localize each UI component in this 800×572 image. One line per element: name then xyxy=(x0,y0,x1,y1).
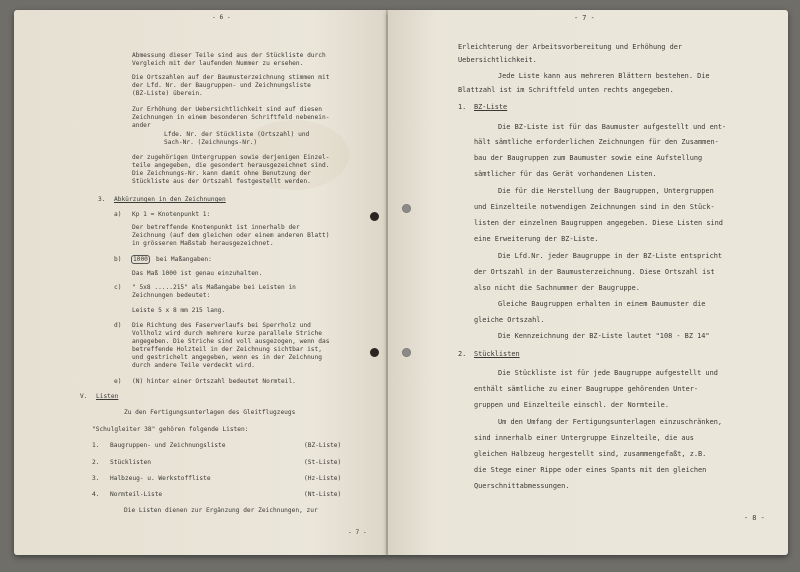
item-d-line-6: durch andere Teile verdeckt wird. xyxy=(132,362,255,369)
item-a-line-3: in grösseren Maßstab herausgezeichnet. xyxy=(132,240,274,247)
left-para4-line-4: Stückliste aus der Ortszahl festgestellt werden. xyxy=(132,178,311,185)
right-s1-p1-line-2: hält sämtliche erforderlichen Zeichnungen für den Zusammen- xyxy=(474,138,719,146)
left-para2-line-2: der Lfd. Nr. der Baugruppen- und Zeichnungsliste xyxy=(132,82,311,89)
item-a-label: a) xyxy=(114,211,122,218)
right-intro-line-2: Uebersichtlichkeit. xyxy=(458,56,537,64)
left-para4-line-2: teile angegeben, die gesondert herausgezeichnet sind. xyxy=(132,162,330,169)
right-s2-p2-line-2: sind innerhalb einer Untergruppe Einzelteile, die aus xyxy=(474,434,694,442)
item-e-label: e) xyxy=(114,378,122,385)
list-1-number: 1. xyxy=(92,442,100,449)
list-1-abbr: (BZ-Liste) xyxy=(304,442,342,449)
item-c-text: Leiste 5 x 8 mm 215 lang. xyxy=(132,307,226,314)
right-s2-p2-line-5: Querschnittabmessungen. xyxy=(474,482,570,490)
right-s1-title: BZ-Liste xyxy=(474,103,508,111)
left-para2-line-3: (BZ-Liste) überein. xyxy=(132,90,203,97)
right-s2-p2-line-3: gleichen Halbzeug hergestellt sind, zusammengefaßt, z.B. xyxy=(474,450,707,458)
right-page-footer: - 8 - xyxy=(744,514,765,522)
right-s1-number: 1. xyxy=(458,103,467,111)
section-5-number: V. xyxy=(80,393,88,400)
item-d-line-2: Vollholz wird durch mehrere kurze parallele Striche xyxy=(132,330,322,337)
left-para3-list-1: Lfde. Nr. der Stückliste (Ortszahl) und xyxy=(164,131,310,138)
listen-closing: Die Listen dienen zur Ergänzung der Zeichnungen, zur xyxy=(124,507,318,514)
item-a-title: Kp 1 = Knotenpunkt 1: xyxy=(132,211,211,218)
list-3-abbr: (Hz-Liste) xyxy=(304,475,342,482)
right-page-header: - 7 - xyxy=(574,14,595,22)
right-s1-p1-line-3: bau der Baugruppen zum Baumuster sowie eine Aufstellung xyxy=(474,154,703,162)
item-a-line-2: Zeichnung (auf dem gleichen oder einem anderen Blatt) xyxy=(132,232,330,239)
left-intro-line-2: Vergleich mit der laufenden Nummer zu ersehen. xyxy=(132,60,304,67)
section-3-title: Abkürzungen in den Zeichnungen xyxy=(114,196,226,203)
item-e-text: (N) hinter einer Ortszahl bedeutet Normteil. xyxy=(132,378,296,385)
right-s2-title: Stücklisten xyxy=(474,350,520,358)
right-s1-p3-line-3: also nicht die Sachnummer der Baugruppe. xyxy=(474,284,640,292)
right-para2-line-1: Jede Liste kann aus mehreren Blättern bestehen. Die xyxy=(498,72,710,80)
list-2-name: Stücklisten xyxy=(110,459,151,466)
right-s2-p1-line-1: Die Stückliste ist für jede Baugruppe aufgestellt und xyxy=(498,369,718,377)
right-s1-p1-line-4: sämtlicher für das Gerät vorhandenen Listen. xyxy=(474,170,657,178)
punch-hole-lower xyxy=(370,348,379,357)
list-4-number: 4. xyxy=(92,491,100,498)
left-para2-line-1: Die Ortszahlen auf der Baumusterzeichnung stimmen mit xyxy=(132,74,330,81)
item-d-line-1: Die Richtung des Faserverlaufs bei Sperrholz und xyxy=(132,322,311,329)
item-c-title: " 5x8 .....215" als Maßangabe bei Leisten in xyxy=(132,284,296,291)
right-page xyxy=(388,10,788,555)
right-s2-number: 2. xyxy=(458,350,467,358)
section-3-number: 3. xyxy=(98,196,106,203)
right-s2-p1-line-3: gruppen und Einzelteile einschl. der Normteile. xyxy=(474,401,669,409)
list-2-abbr: (St-Liste) xyxy=(304,459,342,466)
punch-hole-upper xyxy=(370,212,379,221)
right-para2-line-2: Blattzahl ist im Schriftfeld unten rechts angegeben. xyxy=(458,86,674,94)
list-1-name: Baugruppen- und Zeichnungsliste xyxy=(110,442,226,449)
right-s1-p5: Die Kennzeichnung der BZ-Liste lautet "108 - BZ 14" xyxy=(498,332,710,340)
left-para3-line-1: Zur Erhöhung der Uebersichtlichkeit sind auf diesen xyxy=(132,106,322,113)
left-para3-line-2: Zeichnungen in einem besonderen Schriftfeld nebenein- xyxy=(132,114,330,121)
section-5-title: Listen xyxy=(96,393,119,400)
listen-intro-line-1: Zu den Fertigungsunterlagen des Gleitflugzeugs xyxy=(124,409,296,416)
list-3-name: Halbzeug- u. Werkstoffliste xyxy=(110,475,211,482)
left-para4-line-1: der zugehörigen Untergruppen sowie derjenigen Einzel- xyxy=(132,154,330,161)
item-d-label: d) xyxy=(114,322,122,329)
right-s1-p2-line-2: und Einzelteile notwendigen Zeichnungen sind in den Stück- xyxy=(474,203,715,211)
right-s1-p4-line-2: gleiche Ortszahl. xyxy=(474,316,545,324)
item-d-line-4: betreffende Holzteil in der Zeichnung sichtbar ist, xyxy=(132,346,322,353)
list-4-abbr: (Nt-Liste) xyxy=(304,491,342,498)
right-s1-p3-line-2: der Ortszahl in der Baumusterzeichnung. Diese Ortszahl ist xyxy=(474,268,715,276)
right-s1-p1-line-1: Die BZ-Liste ist für das Baumuster aufgestellt und ent- xyxy=(498,123,727,131)
list-2-number: 2. xyxy=(92,459,100,466)
right-s2-p2-line-4: die Stege einer Rippe oder eines Spants mit den gleichen xyxy=(474,466,707,474)
item-d-line-5: und gestrichelt angegeben, wenn es in der Zeichnung xyxy=(132,354,322,361)
left-para3-list-2: Sach-Nr. (Zeichnungs-Nr.) xyxy=(164,139,258,146)
item-c-title-2: Zeichnungen bedeutet: xyxy=(132,292,211,299)
right-s1-p2-line-1: Die für die Herstellung der Baugruppen, Untergruppen xyxy=(498,187,714,195)
right-s2-p2-line-1: Um den Umfang der Fertigungsunterlagen einzuschränken, xyxy=(498,418,723,426)
item-b-label: b) xyxy=(114,256,122,263)
right-intro-line-1: Erleichterung der Arbeitsvorbereitung und Erhöhung der xyxy=(458,43,683,51)
left-para4-line-3: Die Zeichnungs-Nr. kann damit ohne Benutzung der xyxy=(132,170,311,177)
item-b-title: bei Maßangaben: xyxy=(156,256,212,263)
left-para3-line-3: ander xyxy=(132,122,151,129)
item-c-label: c) xyxy=(114,284,122,291)
item-a-line-1: Der betreffende Knotenpunkt ist innerhalb der xyxy=(132,224,300,231)
punch-hole-upper-right xyxy=(402,204,411,213)
item-b-boxed-value: 1000 xyxy=(133,256,148,263)
left-page-footer: - 7 - xyxy=(348,529,367,536)
left-page xyxy=(14,10,388,555)
item-d-line-3: angegeben. Die Striche sind voll ausgezogen, wenn das xyxy=(132,338,330,345)
listen-intro-line-2: "Schulgleiter 38" gehören folgende Listen: xyxy=(92,426,249,433)
list-3-number: 3. xyxy=(92,475,100,482)
right-s1-p2-line-4: eine Erweiterung der BZ-Liste. xyxy=(474,235,599,243)
punch-hole-lower-right xyxy=(402,348,411,357)
right-s1-p2-line-3: listen der einzelnen Baugruppen angegeben. Diese Listen sind xyxy=(474,219,723,227)
right-s1-p3-line-1: Die Lfd.Nr. jeder Baugruppe in der BZ-Liste entspricht xyxy=(498,252,723,260)
left-intro-line-1: Abmessung dieser Teile sind aus der Stückliste durch xyxy=(132,52,326,59)
right-s2-p1-line-2: enthält sämtliche zu einer Baugruppe gehörenden Unter- xyxy=(474,385,699,393)
list-4-name: Normteil-Liste xyxy=(110,491,163,498)
item-b-text: Das Maß 1000 ist genau einzuhalten. xyxy=(132,270,263,277)
left-page-header: - 6 - xyxy=(212,14,231,21)
right-s1-p4-line-1: Gleiche Baugruppen erhalten in einem Baumuster die xyxy=(498,300,706,308)
